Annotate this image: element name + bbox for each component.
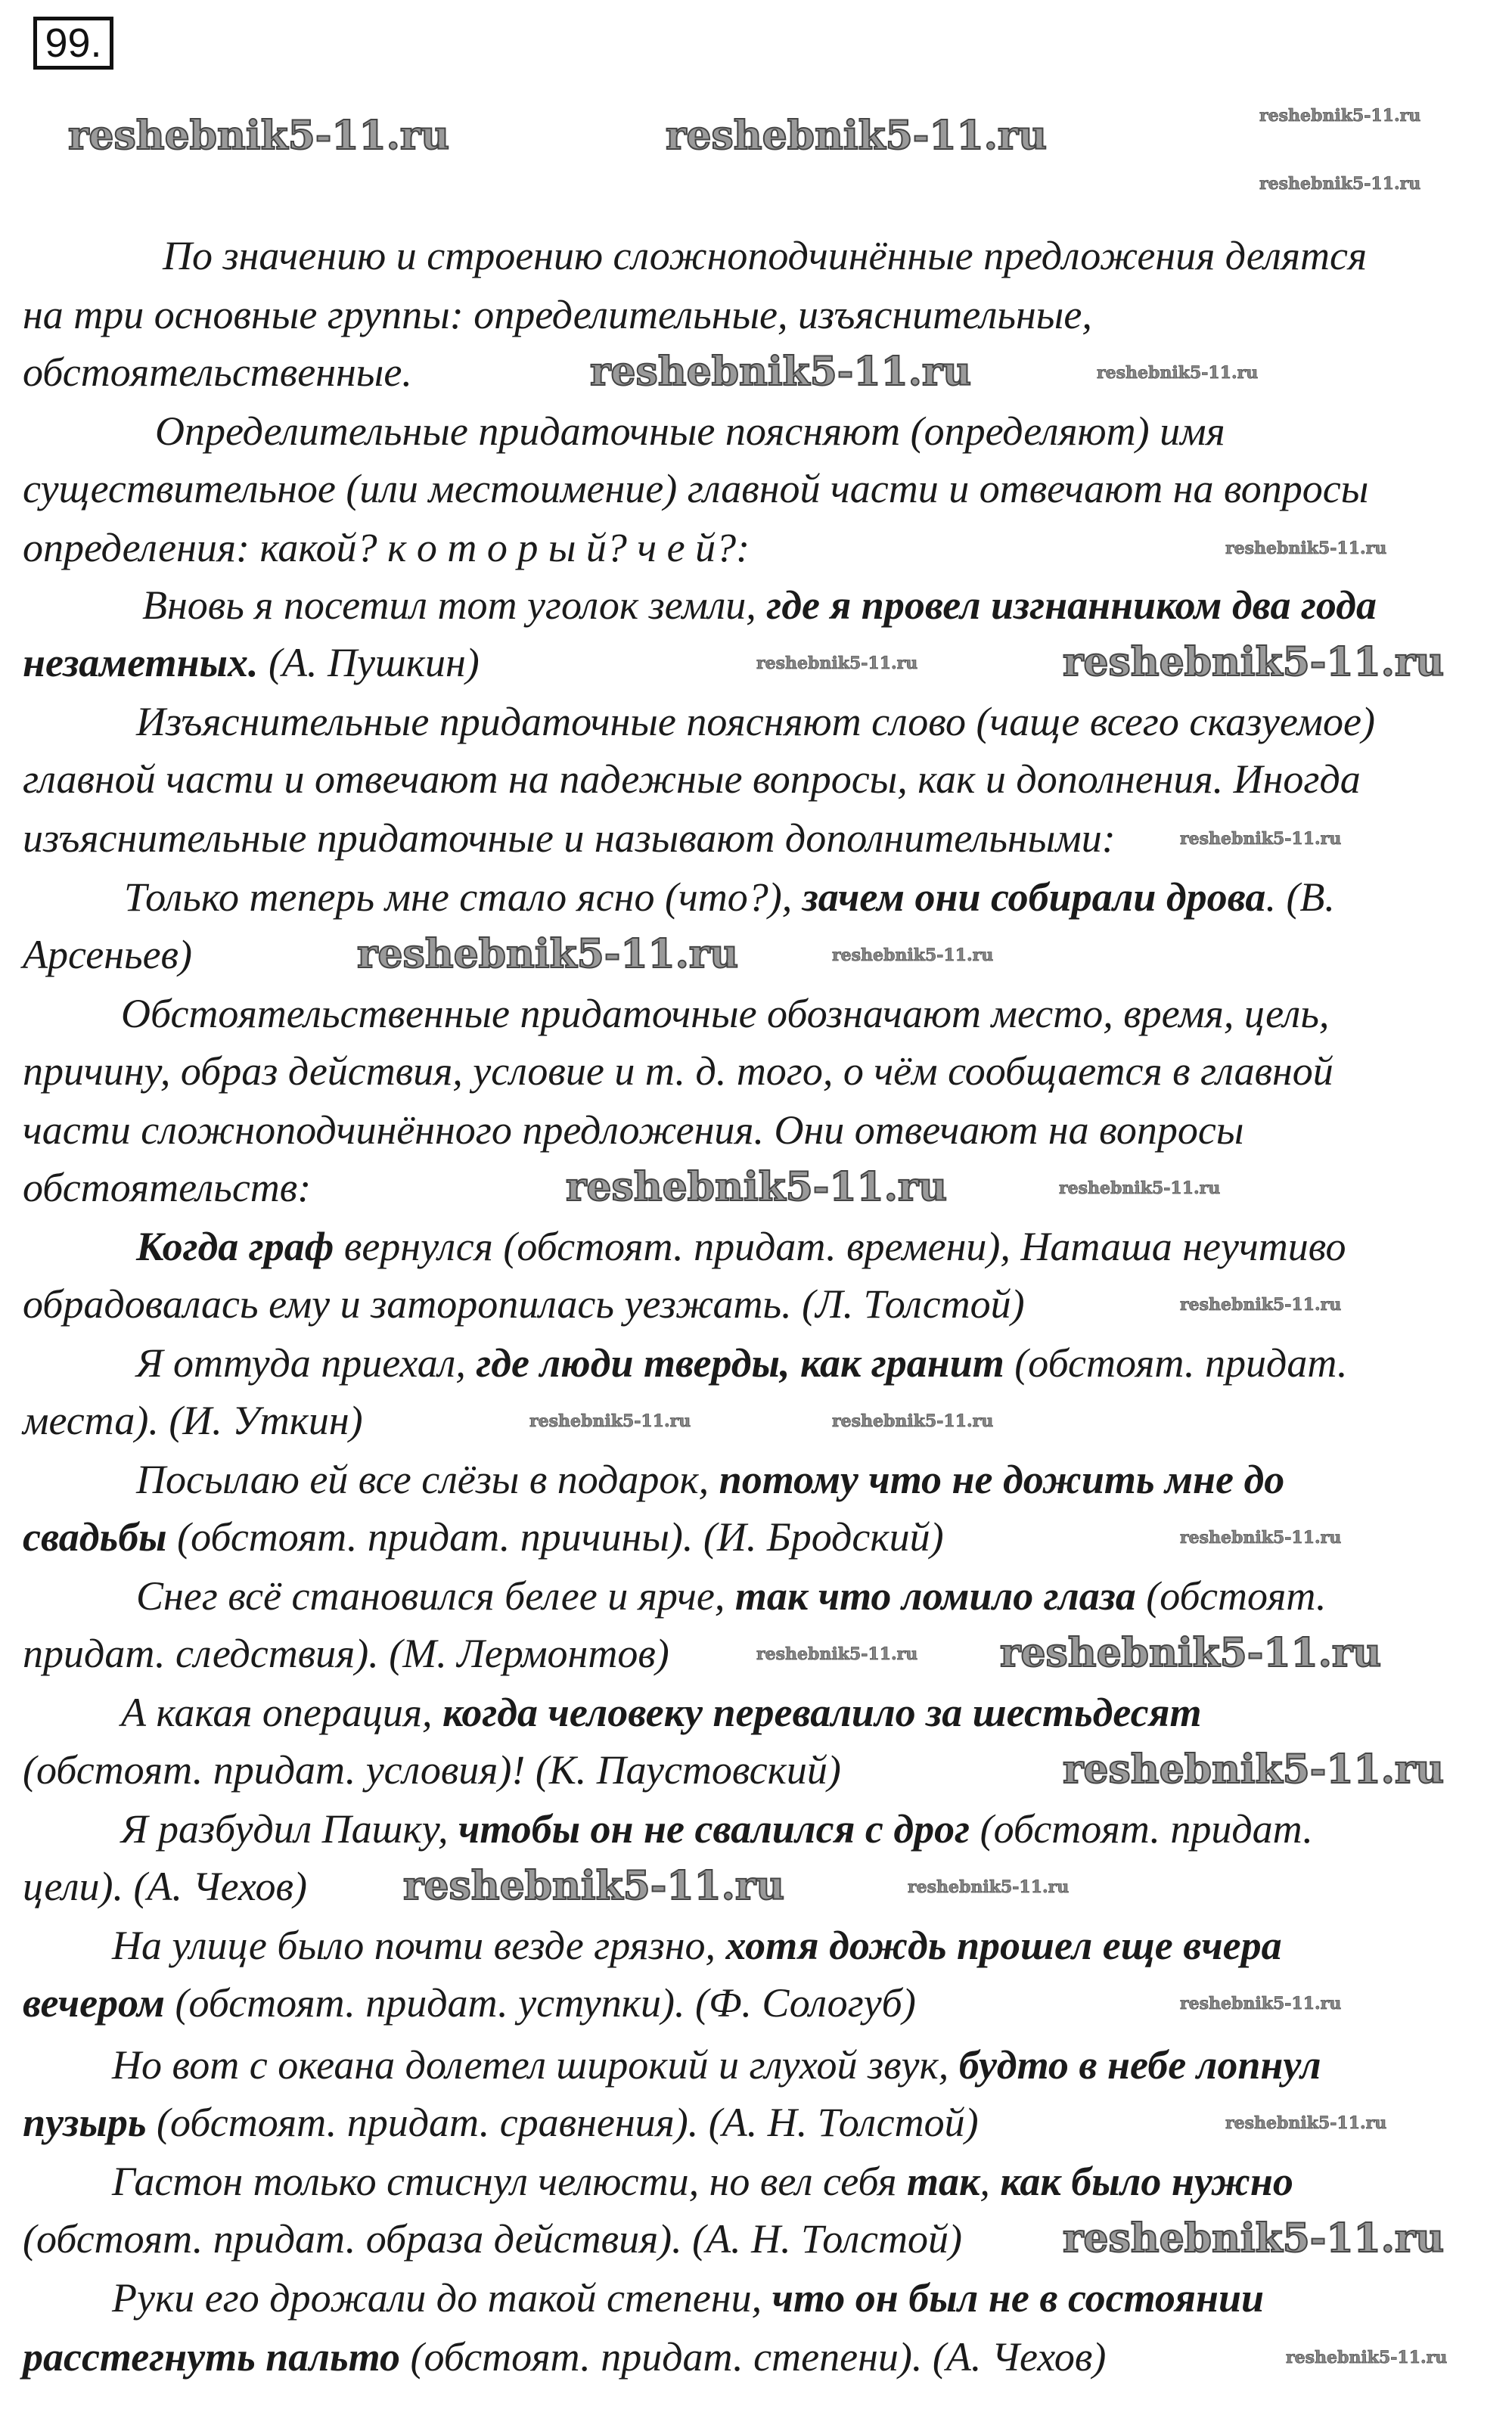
text-segment: На улице было почти везде грязно,: [112, 1923, 726, 1968]
text-segment: Гастон только стиснул челюсти, но вел себя: [112, 2159, 907, 2204]
text-segment: (обстоят. придат. причины). (И. Бродский): [166, 1514, 944, 1560]
bold-clause: где я провел изгнанником два года: [766, 582, 1377, 628]
text-segment: (обстоят. придат. уступки). (Ф. Сологуб): [164, 1980, 916, 2026]
watermark: reshebnik5-11.ru: [1259, 174, 1421, 194]
watermark: reshebnik5-11.ru: [529, 1411, 691, 1431]
text-line: [121, 1806, 1313, 1852]
text-segment: определения: какой? к о т о р ы й? ч е й?:: [23, 525, 750, 570]
text-segment: ,: [980, 2159, 1001, 2204]
bold-clause: так что ломило глаза: [734, 1573, 1136, 1619]
text-line: [23, 2334, 1106, 2380]
text-line: [23, 1980, 916, 2026]
text-line: [23, 2100, 979, 2145]
watermark: reshebnik5-11.ru: [832, 945, 994, 965]
text-line: [112, 2042, 1321, 2088]
text-segment: Определительные придаточные поясняют (определяют) имя: [155, 408, 1225, 454]
watermark: reshebnik5-11.ru: [1059, 1178, 1221, 1198]
text-segment: Руки его дрожали до такой степени,: [112, 2275, 772, 2321]
text-segment: Я оттуда приехал,: [136, 1340, 477, 1386]
bold-clause: чтобы он не свалился с дрог: [458, 1806, 970, 1852]
bold-clause: вечером: [23, 1980, 165, 2026]
text-line: [23, 1864, 307, 1909]
text-segment: (обстоят.: [1135, 1573, 1327, 1619]
bold-clause: незаметных.: [23, 640, 259, 685]
text-segment: По значению и строению сложноподчинённые предложения делятся: [163, 233, 1368, 278]
bold-clause: когда человеку перевалило за шестьдесят: [442, 1690, 1202, 1735]
bold-clause: как было нужно: [1000, 2159, 1293, 2204]
text-line: [23, 1165, 311, 1210]
bold-clause: зачем они собирали дрова: [802, 874, 1266, 920]
bold-clause: свадьбы: [23, 1514, 167, 1560]
text-segment: (обстоят. придат. степени). (А. Чехов): [399, 2334, 1107, 2380]
watermark: reshebnik5-11.ru: [1225, 2113, 1387, 2133]
text-segment: (А. Пушкин): [258, 640, 480, 685]
text-segment: цели). (А. Чехов): [23, 1864, 307, 1909]
bold-clause: потому что не дожить мне до: [719, 1457, 1285, 1502]
text-segment: Арсеньев): [23, 932, 192, 977]
text-line: [155, 408, 1225, 454]
text-segment: места). (И. Уткин): [23, 1398, 363, 1443]
text-line: [23, 292, 1092, 337]
watermark: reshebnik5-11.ru: [666, 113, 1048, 159]
text-line: [121, 991, 1329, 1036]
watermark: reshebnik5-11.ru: [1180, 1994, 1342, 2013]
watermark: reshebnik5-11.ru: [1063, 639, 1445, 685]
text-line: [23, 1398, 363, 1443]
watermark: reshebnik5-11.ru: [403, 1863, 785, 1909]
text-line: [124, 874, 1335, 920]
text-line: [23, 640, 480, 685]
text-line: [136, 1457, 1284, 1502]
watermark: reshebnik5-11.ru: [908, 1877, 1070, 1897]
bold-clause: где люди тверды, как гранит: [476, 1340, 1004, 1386]
text-segment: обстоятельств:: [23, 1165, 312, 1210]
text-segment: (обстоят. придат. образа действия). (А. Н. Толстой): [23, 2216, 962, 2262]
text-segment: Обстоятельственные придаточные обозначают место, время, цель,: [121, 991, 1330, 1036]
text-segment: обрадовалась ему и заторопилась уезжать. (Л. Толстой): [23, 1281, 1025, 1327]
text-segment: существительное (или местоимение) главной части и отвечают на вопросы: [23, 466, 1369, 511]
watermark: reshebnik5-11.ru: [590, 349, 972, 395]
text-line: [23, 1514, 944, 1560]
watermark: reshebnik5-11.ru: [68, 113, 450, 159]
bold-clause: пузырь: [23, 2100, 147, 2145]
text-line: [136, 699, 1375, 744]
text-segment: придат. следствия). (М. Лермонтов): [23, 1631, 669, 1676]
text-segment: (обстоят. придат. сравнения). (А. Н. Толстой): [146, 2100, 979, 2145]
bold-clause: что он был не в состоянии: [772, 2275, 1265, 2321]
text-line: [136, 1573, 1327, 1619]
text-line: [23, 815, 1116, 861]
text-segment: главной части и отвечают на падежные вопросы, как и дополнения. Иногда: [23, 756, 1361, 802]
watermark: reshebnik5-11.ru: [1180, 1295, 1342, 1315]
watermark: reshebnik5-11.ru: [357, 931, 739, 977]
text-segment: вернулся (обстоят. придат. времени), Наташа неучтиво: [334, 1224, 1346, 1269]
text-segment: обстоятельственные.: [23, 349, 412, 395]
watermark: reshebnik5-11.ru: [1063, 2215, 1445, 2262]
text-line: [23, 2216, 962, 2262]
text-line: [23, 1107, 1243, 1153]
text-line: [23, 1747, 841, 1793]
text-line: [163, 233, 1367, 278]
text-segment: Посылаю ей все слёзы в подарок,: [136, 1457, 719, 1502]
text-line: [112, 2159, 1293, 2204]
exercise-number: 99.: [33, 17, 113, 70]
text-line: [23, 349, 412, 395]
text-line: [136, 1340, 1348, 1386]
bold-clause: расстегнуть пальто: [23, 2334, 400, 2380]
text-segment: части сложноподчинённого предложения. Они отвечают на вопросы: [23, 1107, 1244, 1153]
watermark: reshebnik5-11.ru: [1225, 539, 1387, 558]
watermark: reshebnik5-11.ru: [1097, 363, 1259, 383]
watermark: reshebnik5-11.ru: [566, 1164, 948, 1210]
text-line: [112, 1923, 1282, 1968]
text-line: [23, 1048, 1333, 1094]
text-line: [121, 1690, 1201, 1735]
text-line: [23, 1631, 669, 1676]
watermark: reshebnik5-11.ru: [1180, 829, 1342, 849]
text-line: [136, 1224, 1346, 1269]
text-segment: Изъяснительные придаточные поясняют слово (чаще всего сказуемое): [136, 699, 1375, 744]
text-segment: А какая операция,: [121, 1690, 442, 1735]
bold-clause: будто в небе лопнул: [958, 2042, 1321, 2088]
text-segment: Я разбудил Пашку,: [121, 1806, 458, 1852]
text-segment: . (В.: [1265, 874, 1335, 920]
text-segment: причину, образ действия, условие и т. д. того, о чём сообщается в главной: [23, 1048, 1333, 1094]
text-line: [142, 582, 1377, 628]
text-segment: (обстоят. придат. условия)! (К. Паустовский): [23, 1747, 841, 1793]
text-segment: (обстоят. придат.: [1004, 1340, 1348, 1386]
text-line: [23, 932, 192, 977]
text-line: [23, 756, 1361, 802]
text-line: [23, 525, 750, 570]
text-segment: (обстоят. придат.: [970, 1806, 1313, 1852]
watermark: reshebnik5-11.ru: [756, 654, 918, 673]
watermark: reshebnik5-11.ru: [756, 1644, 918, 1664]
watermark: reshebnik5-11.ru: [1286, 2348, 1448, 2367]
watermark: reshebnik5-11.ru: [1000, 1630, 1382, 1676]
watermark: reshebnik5-11.ru: [1180, 1528, 1342, 1548]
bold-clause: так: [906, 2159, 980, 2204]
text-segment: на три основные группы: определительные, изъяснительные,: [23, 292, 1092, 337]
watermark: reshebnik5-11.ru: [1259, 106, 1421, 126]
text-line: [112, 2275, 1264, 2321]
text-segment: Но вот с океана долетел широкий и глухой звук,: [112, 2042, 959, 2088]
watermark: reshebnik5-11.ru: [832, 1411, 994, 1431]
text-line: [23, 466, 1368, 511]
text-segment: Только теперь мне стало ясно (что?),: [124, 874, 803, 920]
text-segment: Снег всё становился белее и ярче,: [136, 1573, 735, 1619]
text-segment: Вновь я посетил тот уголок земли,: [142, 582, 767, 628]
watermark: reshebnik5-11.ru: [1063, 1746, 1445, 1793]
bold-clause: Когда граф: [136, 1224, 334, 1269]
text-segment: изъяснительные придаточные и называют дополнительными:: [23, 815, 1116, 861]
text-line: [23, 1281, 1025, 1327]
bold-clause: хотя дождь прошел еще вчера: [725, 1923, 1282, 1968]
